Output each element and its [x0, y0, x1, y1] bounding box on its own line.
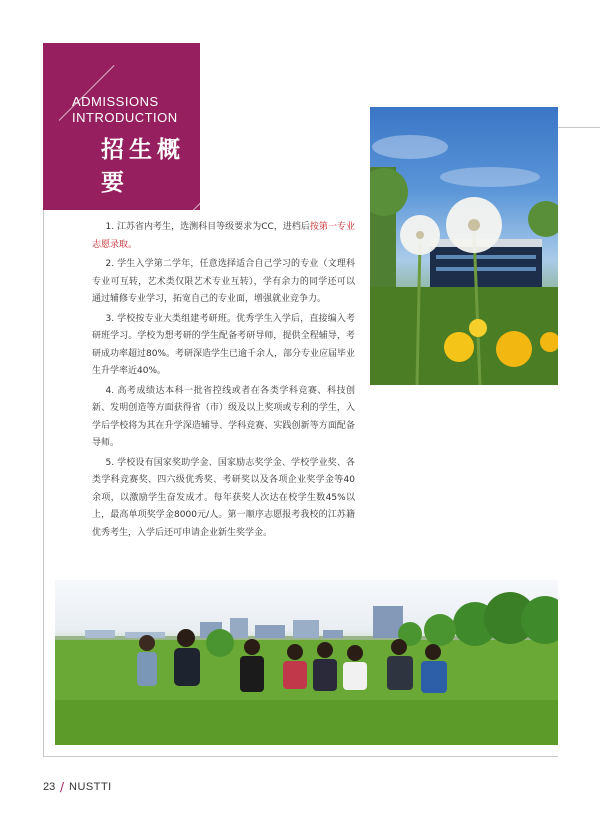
campus-dandelion-photo — [370, 107, 558, 385]
paragraph-1-text: 1. 江苏省内考生，选测科目等级要求为CC，进档后 — [105, 222, 310, 232]
admissions-paragraph-3: 3. 学校按专业大类组建考研班。优秀学生入学后，直接编入考研班学习。学校为想考研的学生配备考研导师，提供全程辅导，考研成功率超过80%。考研深造学生已逾千余人，部分专业应届毕业生升学率近40%。 — [92, 313, 356, 376]
header-title-cn: 招生概要 — [101, 137, 185, 196]
students-on-lawn-photo — [55, 580, 558, 745]
students-on-lawn-illustration — [55, 580, 558, 745]
section-header-box — [43, 43, 200, 210]
admissions-paragraph-2: 2. 学生入学第二学年，任意选择适合自己学习的专业（文理科专业可互转，艺术类仅限艺术专业互转），学有余力的同学还可以通过辅修专业学习，拓宽自己的专业面，增强就业竞争力。 — [92, 259, 355, 304]
header-title-en-line2: INTRODUCTION — [72, 110, 178, 125]
admissions-paragraph-1 — [92, 219, 355, 254]
page-number: 23 — [43, 781, 56, 793]
paragraph-1-highlight: 按第一专业志愿录取。 — [92, 222, 355, 250]
campus-dandelion-illustration — [370, 107, 558, 385]
header-diagonal-line — [148, 199, 200, 210]
admissions-paragraph-4: 4. 高考成绩达本科一批省控线或者在各类学科竞赛、科技创新、发明创造等方面获得省（市）级及以上奖项或专利的学生，入学后学校将为其在升学深造辅导、学科竞赛、实践创新等方面配备导师。 — [92, 385, 355, 448]
header-title-en-line1: ADMISSIONS — [72, 94, 159, 109]
footer-separator: / — [60, 780, 65, 794]
admissions-paragraph-5: 5. 学校设有国家奖助学金、国家励志奖学金、学校学业奖、各类学科竞赛奖、四六级优秀奖、考研奖以及各项企业奖学金等40余项，以激励学生奋发成才。每年获奖人次达在校学生数45%以上，最高单项奖学金8000元/人。第一顺序志愿报考我校的江苏籍优秀考生，入学后还可申请企业新生奖学金。 — [92, 457, 355, 538]
footer-brand: NUSTTI — [69, 781, 112, 793]
admissions-body-text — [92, 219, 355, 544]
frame-bottom-rule — [43, 756, 558, 757]
